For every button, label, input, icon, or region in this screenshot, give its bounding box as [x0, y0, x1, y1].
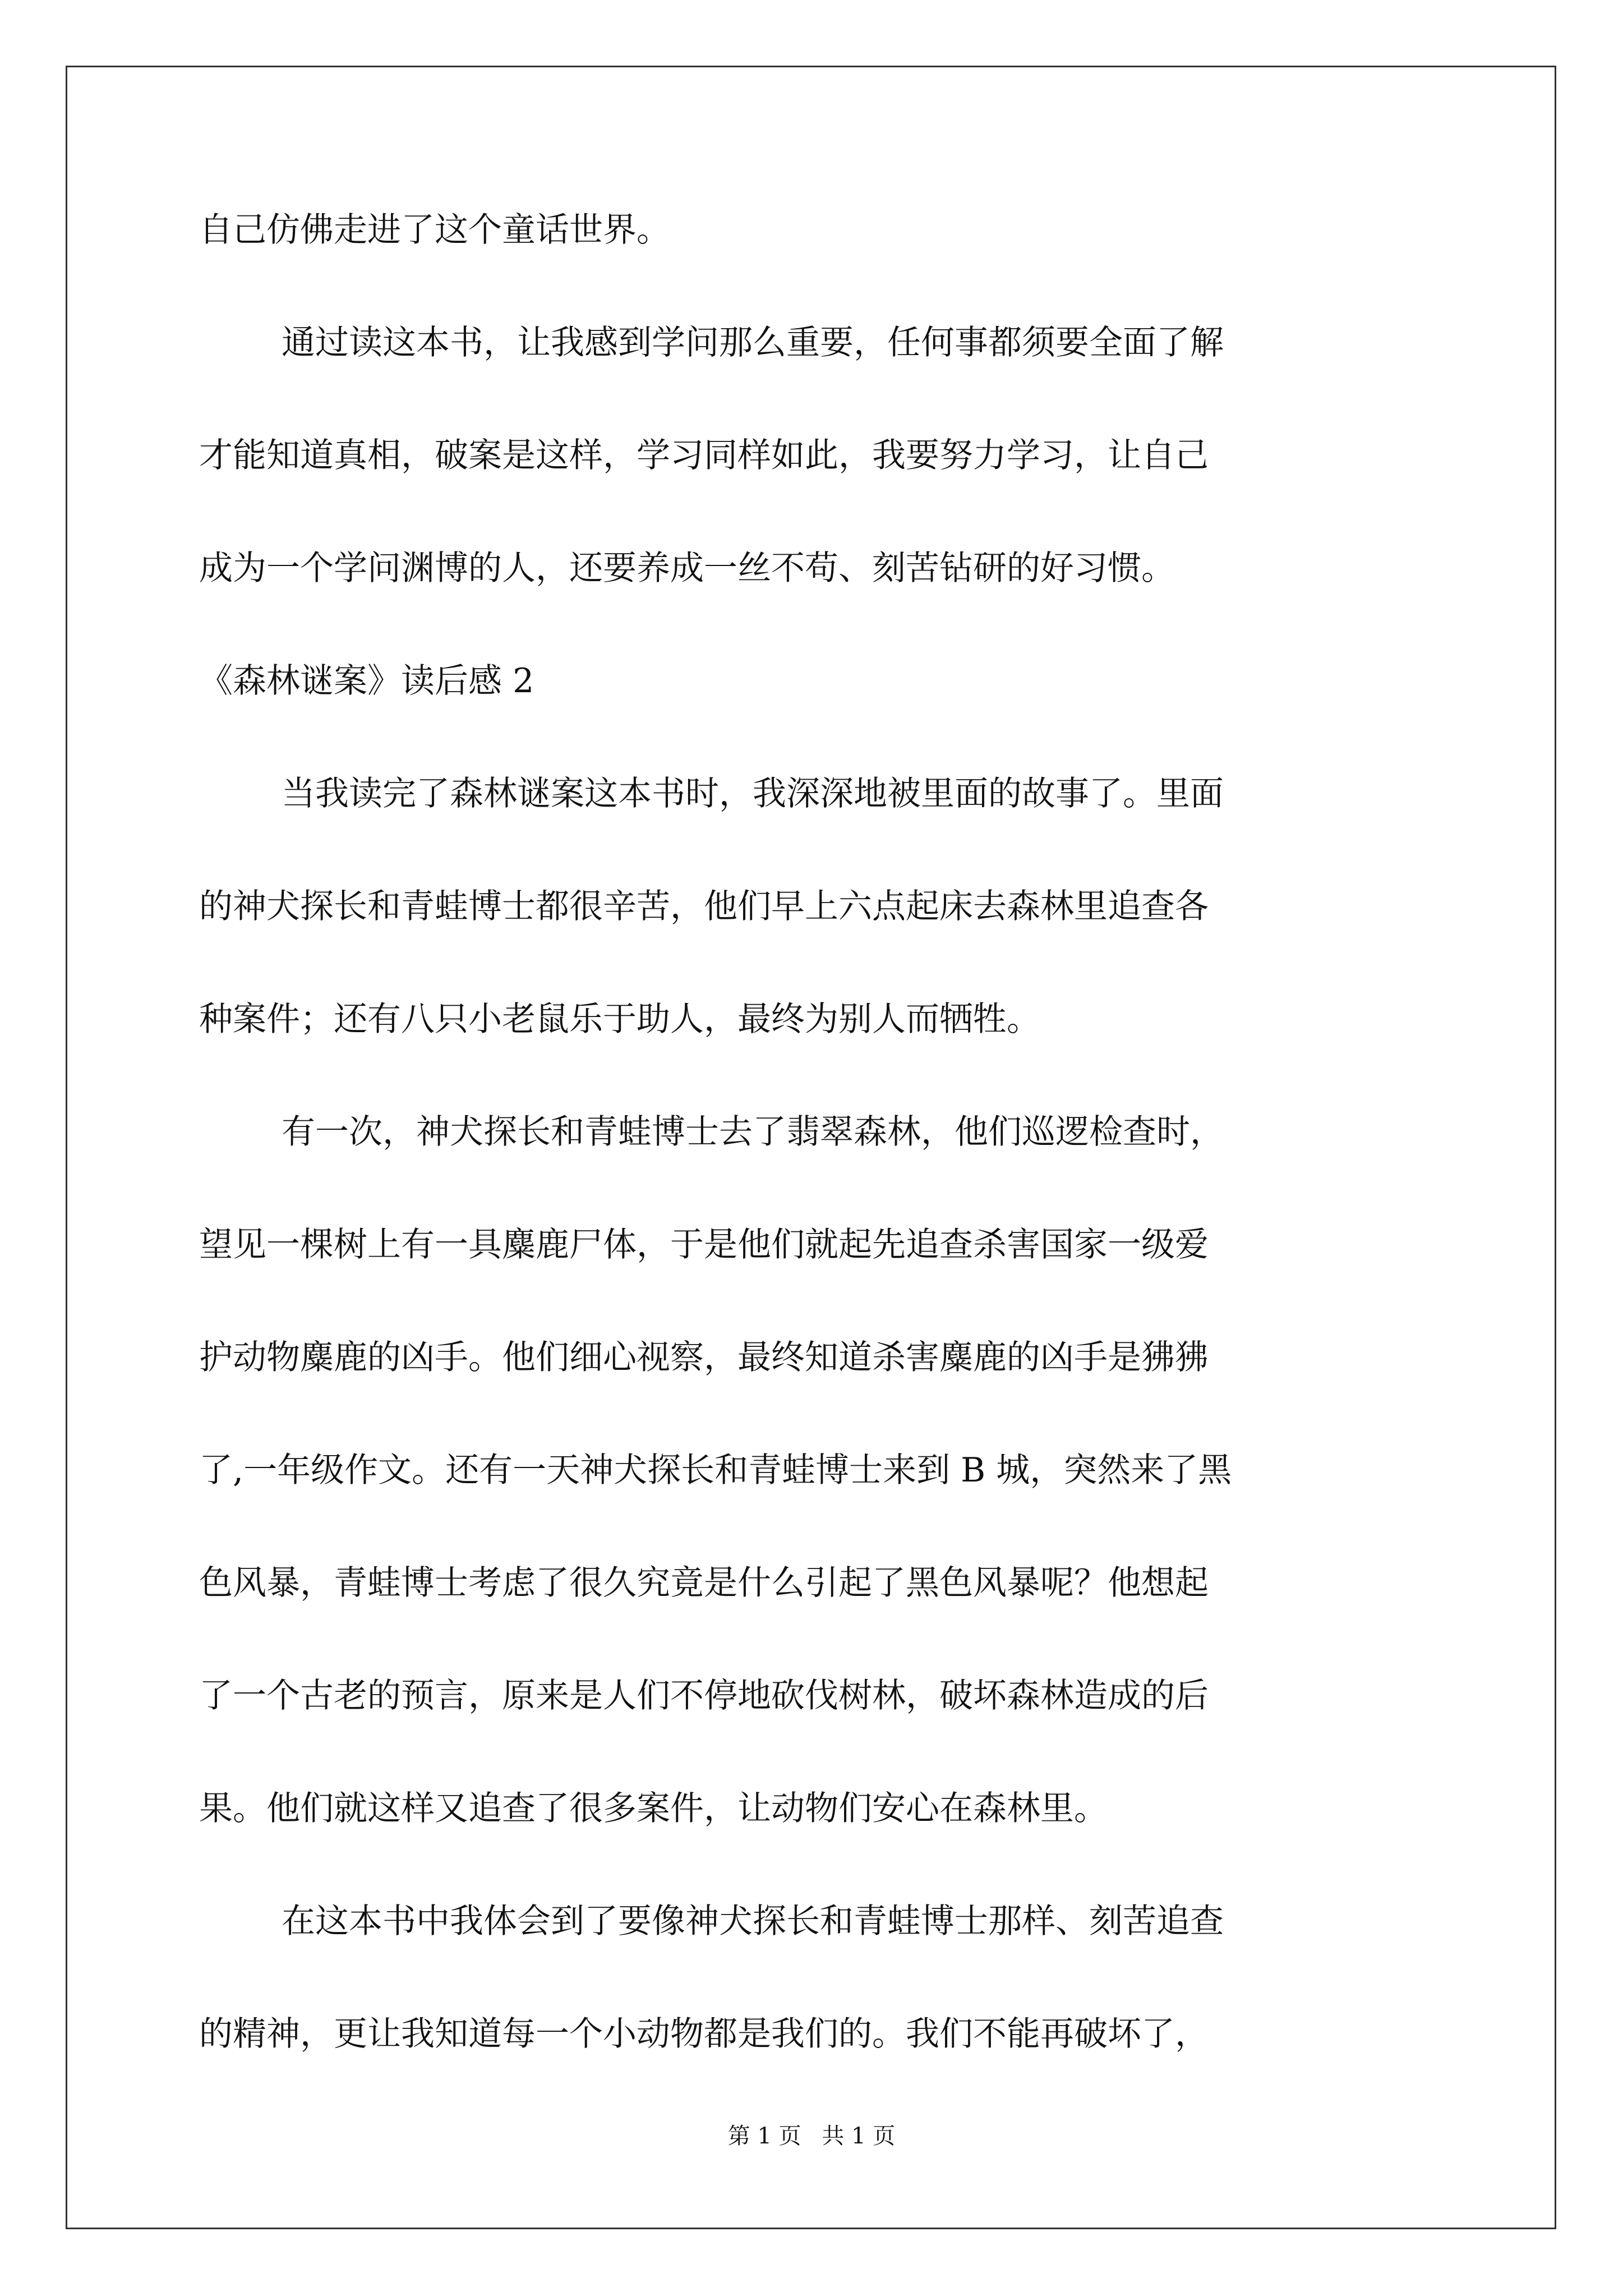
text-line: 的精神，更让我知道每一个小动物都是我们的。我们不能再破坏了，	[199, 2014, 1209, 2054]
document-body	[199, 202, 1433, 2062]
text-line: 的神犬探长和青蛙博士都很辛苦，他们早上六点起床去森林里追查各	[199, 887, 1209, 926]
paragraph-first-line: 当我读完了森林谜案这本书时，我深深地被里面的故事了。里面	[282, 774, 1224, 813]
paragraph-first-line: 通过读这本书，让我感到学问那么重要，任何事都须要全面了解	[282, 323, 1224, 362]
text-line: 自己仿佛走进了这个童话世界。	[199, 210, 670, 250]
text-line: 才能知道真相，破案是这样，学习同样如此，我要努力学习，让自己	[199, 436, 1209, 475]
page-number-current: 第 1 页	[727, 2123, 801, 2149]
text-line: 护动物麋鹿的凶手。他们细心视察，最终知道杀害麋鹿的凶手是狒狒	[199, 1338, 1209, 1377]
section-heading: 《森林谜案》读后感 2	[199, 661, 534, 701]
page-footer	[0, 2122, 1623, 2150]
text-line: 果。他们就这样又追查了很多案件，让动物们安心在森林里。	[199, 1789, 1108, 1828]
paragraph-first-line: 有一次，神犬探长和青蛙博士去了翡翠森林，他们巡逻检查时，	[282, 1112, 1224, 1152]
text-line: 了,一年级作文。还有一天神犬探长和青蛙博士来到 B 城，突然来了黑	[199, 1451, 1232, 1490]
text-line: 色风暴，青蛙博士考虑了很久究竟是什么引起了黑色风暴呢？他想起	[199, 1563, 1209, 1603]
text-line: 种案件；还有八只小老鼠乐于助人，最终为别人而牺牲。	[199, 1000, 1040, 1039]
paragraph-first-line: 在这本书中我体会到了要像神犬探长和青蛙博士那样、刻苦追查	[282, 1902, 1224, 1941]
text-line: 成为一个学问渊博的人，还要养成一丝不苟、刻苦钻研的好习惯。	[199, 549, 1175, 588]
text-line: 了一个古老的预言，原来是人们不停地砍伐树林，破坏森林造成的后	[199, 1676, 1209, 1715]
text-line: 望见一棵树上有一具麋鹿尸体，于是他们就起先追查杀害国家一级爱	[199, 1225, 1209, 1264]
page-number-total: 共 1 页	[822, 2123, 896, 2149]
